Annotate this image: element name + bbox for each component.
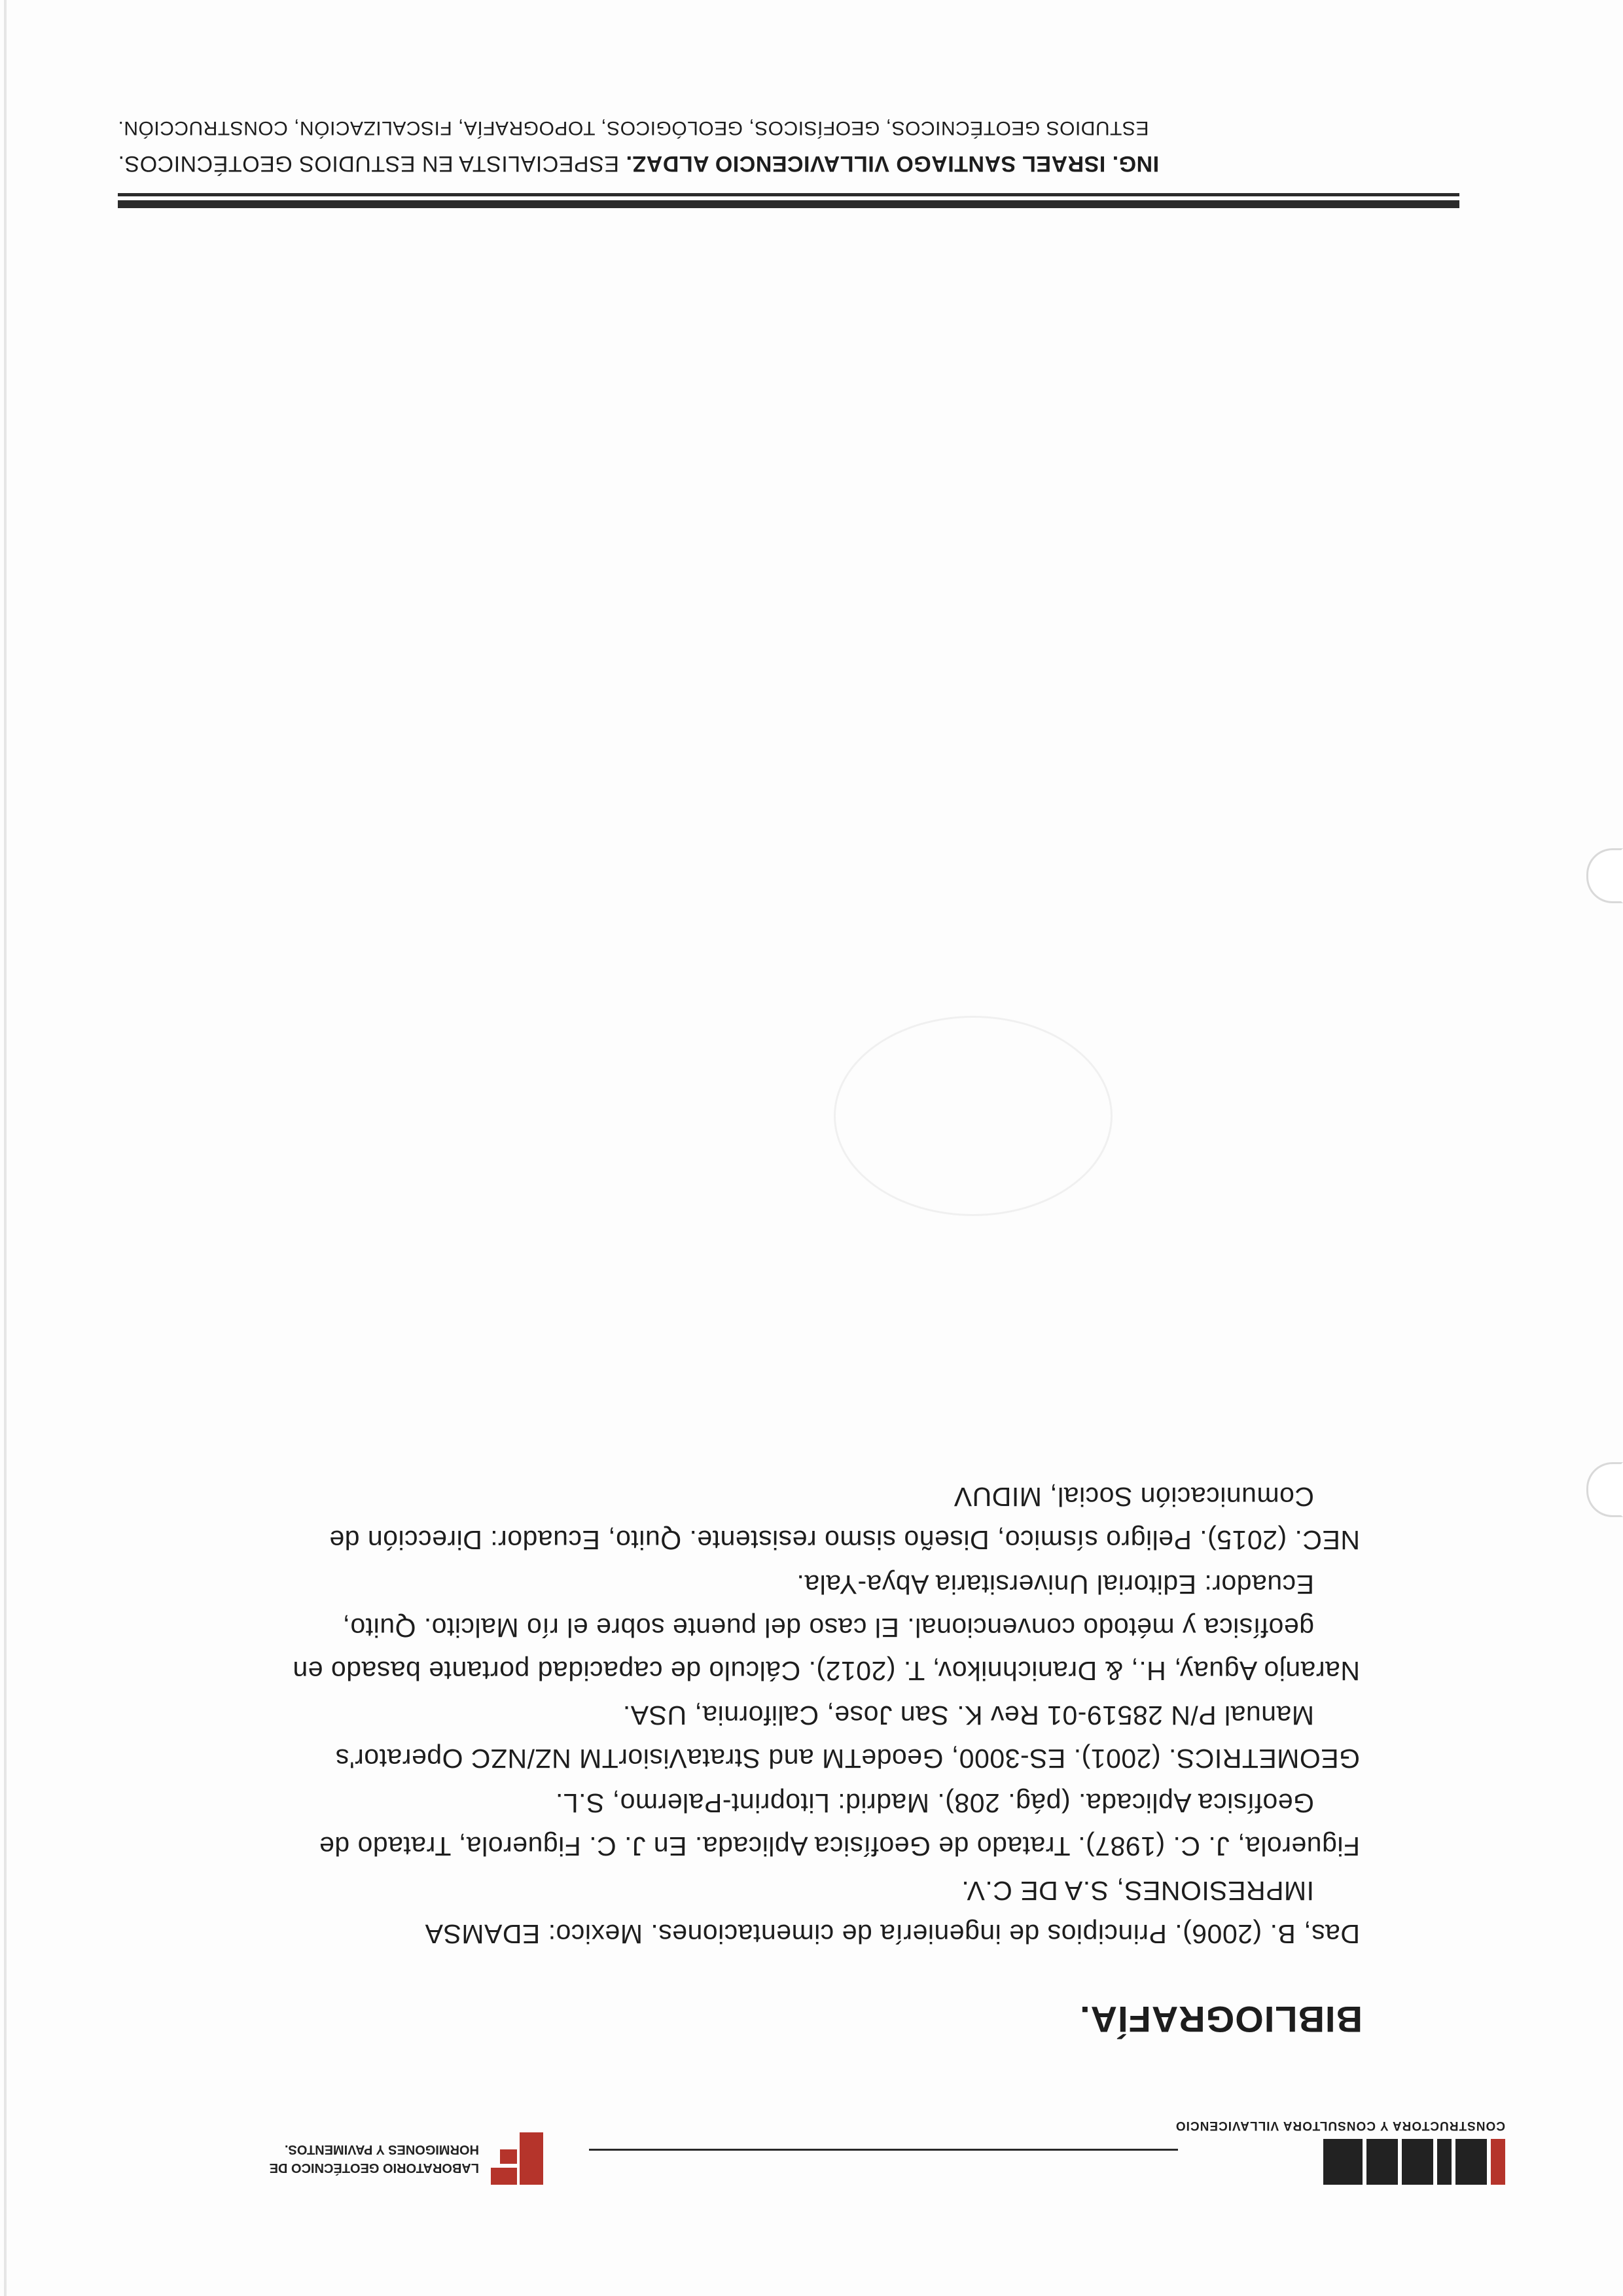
page-title: BIBLIOGRAFÍA. xyxy=(1079,1999,1363,2040)
lab-logo-icon xyxy=(491,2132,543,2185)
engineer-name: ING. ISRAEL SANTIAGO VILLAVICENCIO ALDAZ. xyxy=(625,151,1160,176)
letterhead xyxy=(0,2080,1623,2296)
lab-logo-text xyxy=(270,2140,479,2177)
footer xyxy=(118,117,1459,208)
footer-rule-thick xyxy=(118,200,1459,208)
engineer-signature-line xyxy=(118,151,1459,176)
scan-edge xyxy=(4,0,7,2296)
liccv-logo-subtitle: CONSTRUCTORA Y CONSULTORA VILLAVICENCIO xyxy=(1175,2119,1505,2132)
lab-logo-line1: LABORATORIO GEOTÉCNICO DE xyxy=(269,2161,479,2175)
punch-hole xyxy=(1586,1462,1623,1517)
reference-item: GEOMETRICS. (2001). ES-3000, GeodeTM and StrataVisiorTM NZ/NZC Operator's Manual P/N 28519-01 Rev K. San Jose, California, USA. xyxy=(335,1700,1360,1774)
footer-rule-thin xyxy=(118,193,1459,196)
reference-item: Figuerola, J. C. (1987). Tratado de Geofísica Aplicada. En J. C. Figuerola, Tratado de Geofísica Aplicada. (pág. 208). Madrid: Litoprint-Palermo, S.L. xyxy=(319,1788,1360,1861)
reference-item: Das, B. (2006). Principios de ingeniería de cimentaciones. Mexico: EDAMSA IMPRESIONES, S.A DE C.V. xyxy=(426,1876,1360,1949)
engineer-specialty: ESPECIALISTA EN ESTUDIOS GEOTÉCNICOS. xyxy=(118,151,626,176)
lab-logo-line2: HORMIGONES Y PAVIMENTOS. xyxy=(284,2142,479,2157)
punch-hole xyxy=(1586,848,1623,903)
reference-item: NEC. (2015). Peligro sísmico, Diseño sismo resistente. Quito, Ecuador: Dirección de Comunicación Social, MIDUV xyxy=(329,1482,1360,1555)
reference-list xyxy=(247,1474,1360,1956)
header-divider xyxy=(589,2149,1178,2151)
reference-item: Naranjo Aguay, H., & Dranichnikov, T. (2012). Cálculo de capacidad portante basado en geofísica y método convencional. El caso del puente sobre el río Malcito. Quito, Ecuador: Editorial Universitaria Abya-Yala. xyxy=(292,1570,1360,1686)
lab-logo xyxy=(124,2132,543,2185)
faint-stamp xyxy=(834,1016,1113,1216)
liccv-logo xyxy=(1175,2118,1505,2185)
services-line: ESTUDIOS GEOTÉCNICOS, GEOFÍSICOS, GEOLÓGICOS, TOPOGRAFÍA, FISCALIZACIÓN, CONSTRUCCIÓN. xyxy=(118,117,1149,139)
liccv-logo-mark xyxy=(1204,2139,1505,2185)
